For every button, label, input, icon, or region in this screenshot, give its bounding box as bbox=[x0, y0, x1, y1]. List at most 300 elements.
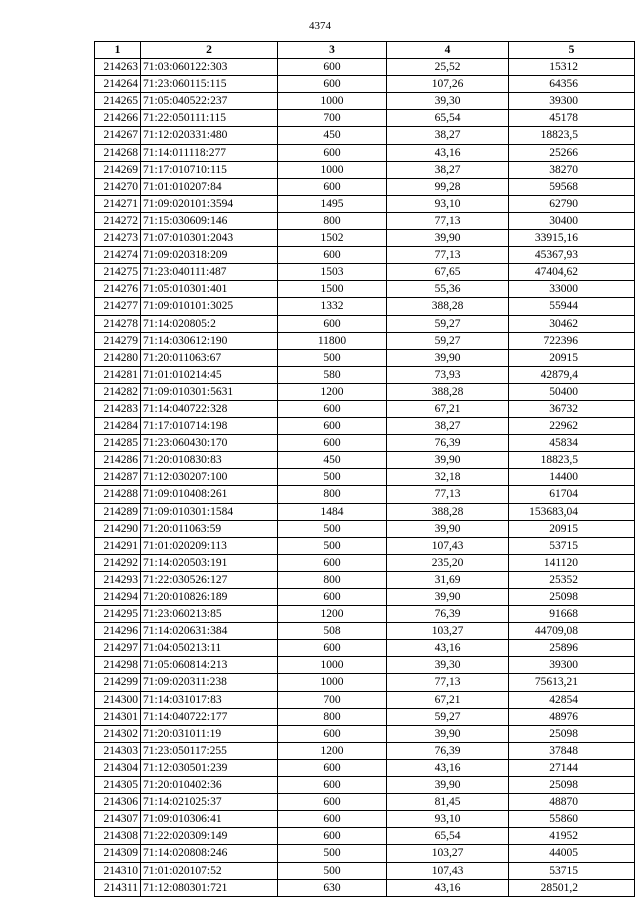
cadastral-number: 71:14:020503:191 bbox=[141, 554, 278, 571]
area-value: 1495 bbox=[278, 195, 387, 212]
rate-value: 77,13 bbox=[387, 674, 509, 691]
table-row bbox=[95, 777, 635, 794]
row-number: 214302 bbox=[95, 725, 141, 742]
amount-value: 55944 bbox=[509, 298, 635, 315]
rate-value: 39,90 bbox=[387, 589, 509, 606]
cadastral-number: 71:22:020309:149 bbox=[141, 828, 278, 845]
amount-value: 30400 bbox=[509, 212, 635, 229]
row-number: 214307 bbox=[95, 811, 141, 828]
area-value: 11800 bbox=[278, 332, 387, 349]
row-number: 214295 bbox=[95, 606, 141, 623]
rate-value: 38,27 bbox=[387, 127, 509, 144]
cadastral-number: 71:14:031017:83 bbox=[141, 691, 278, 708]
amount-value: 22962 bbox=[509, 418, 635, 435]
row-number: 214290 bbox=[95, 520, 141, 537]
table-row bbox=[95, 161, 635, 178]
table-row bbox=[95, 674, 635, 691]
table-row bbox=[95, 127, 635, 144]
row-number: 214285 bbox=[95, 435, 141, 452]
table-row bbox=[95, 93, 635, 110]
amount-value: 20915 bbox=[509, 349, 635, 366]
table-row bbox=[95, 828, 635, 845]
area-value: 1502 bbox=[278, 230, 387, 247]
row-number: 214277 bbox=[95, 298, 141, 315]
table-row bbox=[95, 554, 635, 571]
amount-value: 41952 bbox=[509, 828, 635, 845]
cadastral-number: 71:20:010826:189 bbox=[141, 589, 278, 606]
table-row bbox=[95, 623, 635, 640]
table-row bbox=[95, 76, 635, 93]
amount-value: 45178 bbox=[509, 110, 635, 127]
area-value: 1000 bbox=[278, 93, 387, 110]
amount-value: 33915,16 bbox=[509, 230, 635, 247]
row-number: 214264 bbox=[95, 76, 141, 93]
area-value: 500 bbox=[278, 862, 387, 879]
row-number: 214286 bbox=[95, 452, 141, 469]
row-number: 214275 bbox=[95, 264, 141, 281]
cadastral-number: 71:14:020808:246 bbox=[141, 845, 278, 862]
table-header-row bbox=[95, 42, 635, 59]
amount-value: 18823,5 bbox=[509, 127, 635, 144]
table-row bbox=[95, 794, 635, 811]
cadastral-number: 71:20:011063:67 bbox=[141, 349, 278, 366]
cadastral-number: 71:14:040722:328 bbox=[141, 400, 278, 417]
amount-value: 61704 bbox=[509, 486, 635, 503]
rate-value: 388,28 bbox=[387, 298, 509, 315]
amount-value: 59568 bbox=[509, 178, 635, 195]
table-row bbox=[95, 435, 635, 452]
cadastral-number: 71:09:020318:209 bbox=[141, 247, 278, 264]
rate-value: 32,18 bbox=[387, 469, 509, 486]
rate-value: 31,69 bbox=[387, 571, 509, 588]
table-row bbox=[95, 418, 635, 435]
rate-value: 39,30 bbox=[387, 657, 509, 674]
table-row bbox=[95, 298, 635, 315]
cadastral-number: 71:17:010714:198 bbox=[141, 418, 278, 435]
area-value: 1332 bbox=[278, 298, 387, 315]
area-value: 1500 bbox=[278, 281, 387, 298]
cadastral-number: 71:01:020107:52 bbox=[141, 862, 278, 879]
cadastral-number: 71:14:011118:277 bbox=[141, 144, 278, 161]
cadastral-number: 71:22:050111:115 bbox=[141, 110, 278, 127]
rate-value: 25,52 bbox=[387, 59, 509, 76]
amount-value: 25266 bbox=[509, 144, 635, 161]
amount-value: 64356 bbox=[509, 76, 635, 93]
area-value: 600 bbox=[278, 589, 387, 606]
cadastral-number: 71:01:010214:45 bbox=[141, 366, 278, 383]
area-value: 450 bbox=[278, 452, 387, 469]
table-row bbox=[95, 212, 635, 229]
rate-value: 77,13 bbox=[387, 486, 509, 503]
rate-value: 107,43 bbox=[387, 537, 509, 554]
row-number: 214291 bbox=[95, 537, 141, 554]
row-number: 214265 bbox=[95, 93, 141, 110]
area-value: 700 bbox=[278, 110, 387, 127]
row-number: 214270 bbox=[95, 178, 141, 195]
table-row bbox=[95, 247, 635, 264]
row-number: 214267 bbox=[95, 127, 141, 144]
rate-value: 39,90 bbox=[387, 777, 509, 794]
rate-value: 73,93 bbox=[387, 366, 509, 383]
area-value: 600 bbox=[278, 247, 387, 264]
row-number: 214303 bbox=[95, 742, 141, 759]
table-row bbox=[95, 400, 635, 417]
cadastral-number: 71:05:060814:213 bbox=[141, 657, 278, 674]
rate-value: 77,13 bbox=[387, 247, 509, 264]
rate-value: 76,39 bbox=[387, 435, 509, 452]
rate-value: 77,13 bbox=[387, 212, 509, 229]
table-row bbox=[95, 230, 635, 247]
rate-value: 38,27 bbox=[387, 161, 509, 178]
rate-value: 43,16 bbox=[387, 144, 509, 161]
row-number: 214281 bbox=[95, 366, 141, 383]
rate-value: 39,90 bbox=[387, 230, 509, 247]
table-row bbox=[95, 383, 635, 400]
table-row bbox=[95, 59, 635, 76]
area-value: 600 bbox=[278, 759, 387, 776]
area-value: 600 bbox=[278, 59, 387, 76]
cadastral-number: 71:05:040522:237 bbox=[141, 93, 278, 110]
cadastral-number: 71:20:011063:59 bbox=[141, 520, 278, 537]
column-header-2: 2 bbox=[141, 42, 278, 59]
table-row bbox=[95, 281, 635, 298]
cadastral-number: 71:14:030612:190 bbox=[141, 332, 278, 349]
area-value: 600 bbox=[278, 315, 387, 332]
table-row bbox=[95, 811, 635, 828]
row-number: 214305 bbox=[95, 777, 141, 794]
table-row bbox=[95, 759, 635, 776]
table-row bbox=[95, 708, 635, 725]
rate-value: 388,28 bbox=[387, 383, 509, 400]
row-number: 214304 bbox=[95, 759, 141, 776]
rate-value: 39,30 bbox=[387, 93, 509, 110]
table-row bbox=[95, 571, 635, 588]
page-number: 4374 bbox=[309, 20, 331, 32]
table-row bbox=[95, 264, 635, 281]
table-row bbox=[95, 691, 635, 708]
area-value: 1200 bbox=[278, 606, 387, 623]
rate-value: 99,28 bbox=[387, 178, 509, 195]
cadastral-number: 71:23:060115:115 bbox=[141, 76, 278, 93]
rate-value: 388,28 bbox=[387, 503, 509, 520]
column-header-3: 3 bbox=[278, 42, 387, 59]
row-number: 214266 bbox=[95, 110, 141, 127]
area-value: 500 bbox=[278, 349, 387, 366]
amount-value: 722396 bbox=[509, 332, 635, 349]
cadastral-number: 71:20:010830:83 bbox=[141, 452, 278, 469]
area-value: 1503 bbox=[278, 264, 387, 281]
rate-value: 65,54 bbox=[387, 110, 509, 127]
area-value: 1000 bbox=[278, 657, 387, 674]
rate-value: 67,21 bbox=[387, 691, 509, 708]
table-row bbox=[95, 315, 635, 332]
area-value: 600 bbox=[278, 554, 387, 571]
row-number: 214278 bbox=[95, 315, 141, 332]
amount-value: 153683,04 bbox=[509, 503, 635, 520]
cadastral-number: 71:09:010306:41 bbox=[141, 811, 278, 828]
cadastral-number: 71:01:020209:113 bbox=[141, 537, 278, 554]
data-table bbox=[94, 41, 635, 897]
row-number: 214280 bbox=[95, 349, 141, 366]
amount-value: 25098 bbox=[509, 725, 635, 742]
table-row bbox=[95, 725, 635, 742]
rate-value: 107,26 bbox=[387, 76, 509, 93]
cadastral-number: 71:09:020101:3594 bbox=[141, 195, 278, 212]
rate-value: 39,90 bbox=[387, 452, 509, 469]
table-row bbox=[95, 520, 635, 537]
row-number: 214272 bbox=[95, 212, 141, 229]
area-value: 1000 bbox=[278, 161, 387, 178]
row-number: 214292 bbox=[95, 554, 141, 571]
rate-value: 67,21 bbox=[387, 400, 509, 417]
amount-value: 42879,4 bbox=[509, 366, 635, 383]
amount-value: 91668 bbox=[509, 606, 635, 623]
cadastral-number: 71:23:050117:255 bbox=[141, 742, 278, 759]
row-number: 214284 bbox=[95, 418, 141, 435]
cadastral-number: 71:09:010301:5631 bbox=[141, 383, 278, 400]
rate-value: 235,20 bbox=[387, 554, 509, 571]
table-row bbox=[95, 879, 635, 896]
row-number: 214269 bbox=[95, 161, 141, 178]
area-value: 600 bbox=[278, 400, 387, 417]
area-value: 600 bbox=[278, 811, 387, 828]
cadastral-number: 71:15:030609:146 bbox=[141, 212, 278, 229]
column-header-1: 1 bbox=[95, 42, 141, 59]
area-value: 600 bbox=[278, 418, 387, 435]
rate-value: 39,90 bbox=[387, 349, 509, 366]
amount-value: 55860 bbox=[509, 811, 635, 828]
column-header-4: 4 bbox=[387, 42, 509, 59]
cadastral-number: 71:05:010301:401 bbox=[141, 281, 278, 298]
area-value: 1000 bbox=[278, 674, 387, 691]
row-number: 214294 bbox=[95, 589, 141, 606]
rate-value: 81,45 bbox=[387, 794, 509, 811]
amount-value: 39300 bbox=[509, 93, 635, 110]
amount-value: 62790 bbox=[509, 195, 635, 212]
rate-value: 43,16 bbox=[387, 759, 509, 776]
area-value: 600 bbox=[278, 435, 387, 452]
area-value: 1484 bbox=[278, 503, 387, 520]
cadastral-number: 71:09:020311:238 bbox=[141, 674, 278, 691]
amount-value: 45367,93 bbox=[509, 247, 635, 264]
amount-value: 53715 bbox=[509, 862, 635, 879]
table-row bbox=[95, 366, 635, 383]
rate-value: 103,27 bbox=[387, 623, 509, 640]
table-row bbox=[95, 486, 635, 503]
table-row bbox=[95, 452, 635, 469]
area-value: 600 bbox=[278, 794, 387, 811]
rate-value: 76,39 bbox=[387, 742, 509, 759]
cadastral-number: 71:17:010710:115 bbox=[141, 161, 278, 178]
cadastral-number: 71:01:010207:84 bbox=[141, 178, 278, 195]
row-number: 214287 bbox=[95, 469, 141, 486]
amount-value: 47404,62 bbox=[509, 264, 635, 281]
table-row bbox=[95, 349, 635, 366]
amount-value: 25352 bbox=[509, 571, 635, 588]
amount-value: 18823,5 bbox=[509, 452, 635, 469]
cadastral-number: 71:12:020331:480 bbox=[141, 127, 278, 144]
amount-value: 27144 bbox=[509, 759, 635, 776]
table-row bbox=[95, 640, 635, 657]
area-value: 800 bbox=[278, 212, 387, 229]
rate-value: 93,10 bbox=[387, 811, 509, 828]
amount-value: 45834 bbox=[509, 435, 635, 452]
area-value: 500 bbox=[278, 469, 387, 486]
amount-value: 44709,08 bbox=[509, 623, 635, 640]
table-row bbox=[95, 606, 635, 623]
table-row bbox=[95, 110, 635, 127]
amount-value: 53715 bbox=[509, 537, 635, 554]
area-value: 600 bbox=[278, 178, 387, 195]
area-value: 508 bbox=[278, 623, 387, 640]
cadastral-number: 71:14:020631:384 bbox=[141, 623, 278, 640]
row-number: 214273 bbox=[95, 230, 141, 247]
row-number: 214289 bbox=[95, 503, 141, 520]
column-header-5: 5 bbox=[509, 42, 635, 59]
amount-value: 33000 bbox=[509, 281, 635, 298]
amount-value: 48870 bbox=[509, 794, 635, 811]
amount-value: 48976 bbox=[509, 708, 635, 725]
rate-value: 38,27 bbox=[387, 418, 509, 435]
row-number: 214297 bbox=[95, 640, 141, 657]
rate-value: 59,27 bbox=[387, 315, 509, 332]
rate-value: 43,16 bbox=[387, 879, 509, 896]
rate-value: 39,90 bbox=[387, 725, 509, 742]
row-number: 214300 bbox=[95, 691, 141, 708]
row-number: 214306 bbox=[95, 794, 141, 811]
amount-value: 141120 bbox=[509, 554, 635, 571]
cadastral-number: 71:09:010301:1584 bbox=[141, 503, 278, 520]
rate-value: 76,39 bbox=[387, 606, 509, 623]
rate-value: 67,65 bbox=[387, 264, 509, 281]
row-number: 214283 bbox=[95, 400, 141, 417]
cadastral-number: 71:20:010402:36 bbox=[141, 777, 278, 794]
row-number: 214296 bbox=[95, 623, 141, 640]
row-number: 214271 bbox=[95, 195, 141, 212]
row-number: 214268 bbox=[95, 144, 141, 161]
table-row bbox=[95, 503, 635, 520]
cadastral-number: 71:07:010301:2043 bbox=[141, 230, 278, 247]
amount-value: 50400 bbox=[509, 383, 635, 400]
cadastral-number: 71:14:021025:37 bbox=[141, 794, 278, 811]
cadastral-number: 71:09:010408:261 bbox=[141, 486, 278, 503]
area-value: 800 bbox=[278, 708, 387, 725]
rate-value: 93,10 bbox=[387, 195, 509, 212]
amount-value: 39300 bbox=[509, 657, 635, 674]
row-number: 214298 bbox=[95, 657, 141, 674]
area-value: 450 bbox=[278, 127, 387, 144]
area-value: 700 bbox=[278, 691, 387, 708]
cadastral-number: 71:12:080301:721 bbox=[141, 879, 278, 896]
row-number: 214310 bbox=[95, 862, 141, 879]
area-value: 600 bbox=[278, 76, 387, 93]
row-number: 214301 bbox=[95, 708, 141, 725]
cadastral-number: 71:23:040111:487 bbox=[141, 264, 278, 281]
table-row bbox=[95, 862, 635, 879]
cadastral-number: 71:14:020805:2 bbox=[141, 315, 278, 332]
amount-value: 28501,2 bbox=[509, 879, 635, 896]
rate-value: 59,27 bbox=[387, 332, 509, 349]
cadastral-number: 71:23:060430:170 bbox=[141, 435, 278, 452]
amount-value: 25098 bbox=[509, 777, 635, 794]
area-value: 630 bbox=[278, 879, 387, 896]
row-number: 214311 bbox=[95, 879, 141, 896]
cadastral-number: 71:20:031011:19 bbox=[141, 725, 278, 742]
amount-value: 44005 bbox=[509, 845, 635, 862]
amount-value: 37848 bbox=[509, 742, 635, 759]
amount-value: 20915 bbox=[509, 520, 635, 537]
table-row bbox=[95, 742, 635, 759]
cadastral-number: 71:04:050213:11 bbox=[141, 640, 278, 657]
area-value: 500 bbox=[278, 537, 387, 554]
area-value: 600 bbox=[278, 144, 387, 161]
area-value: 580 bbox=[278, 366, 387, 383]
cadastral-number: 71:03:060122:303 bbox=[141, 59, 278, 76]
rate-value: 107,43 bbox=[387, 862, 509, 879]
table-body bbox=[95, 59, 635, 897]
amount-value: 38270 bbox=[509, 161, 635, 178]
area-value: 500 bbox=[278, 845, 387, 862]
row-number: 214308 bbox=[95, 828, 141, 845]
table-row bbox=[95, 589, 635, 606]
row-number: 214279 bbox=[95, 332, 141, 349]
cadastral-number: 71:09:010101:3025 bbox=[141, 298, 278, 315]
amount-value: 75613,21 bbox=[509, 674, 635, 691]
amount-value: 15312 bbox=[509, 59, 635, 76]
rate-value: 59,27 bbox=[387, 708, 509, 725]
area-value: 600 bbox=[278, 725, 387, 742]
cadastral-number: 71:12:030207:100 bbox=[141, 469, 278, 486]
row-number: 214276 bbox=[95, 281, 141, 298]
cadastral-number: 71:23:060213:85 bbox=[141, 606, 278, 623]
area-value: 1200 bbox=[278, 742, 387, 759]
cadastral-number: 71:14:040722:177 bbox=[141, 708, 278, 725]
table-row bbox=[95, 657, 635, 674]
amount-value: 36732 bbox=[509, 400, 635, 417]
amount-value: 42854 bbox=[509, 691, 635, 708]
area-value: 800 bbox=[278, 486, 387, 503]
table-row bbox=[95, 845, 635, 862]
row-number: 214274 bbox=[95, 247, 141, 264]
rate-value: 103,27 bbox=[387, 845, 509, 862]
table-row bbox=[95, 537, 635, 554]
rate-value: 43,16 bbox=[387, 640, 509, 657]
rate-value: 55,36 bbox=[387, 281, 509, 298]
row-number: 214293 bbox=[95, 571, 141, 588]
table-row bbox=[95, 144, 635, 161]
row-number: 214299 bbox=[95, 674, 141, 691]
cadastral-number: 71:22:030526:127 bbox=[141, 571, 278, 588]
area-value: 500 bbox=[278, 520, 387, 537]
rate-value: 39,90 bbox=[387, 520, 509, 537]
table-row bbox=[95, 178, 635, 195]
row-number: 214282 bbox=[95, 383, 141, 400]
area-value: 600 bbox=[278, 777, 387, 794]
area-value: 600 bbox=[278, 640, 387, 657]
row-number: 214309 bbox=[95, 845, 141, 862]
amount-value: 30462 bbox=[509, 315, 635, 332]
amount-value: 14400 bbox=[509, 469, 635, 486]
table-row bbox=[95, 332, 635, 349]
cadastral-number: 71:12:030501:239 bbox=[141, 759, 278, 776]
row-number: 214288 bbox=[95, 486, 141, 503]
area-value: 800 bbox=[278, 571, 387, 588]
area-value: 1200 bbox=[278, 383, 387, 400]
rate-value: 65,54 bbox=[387, 828, 509, 845]
area-value: 600 bbox=[278, 828, 387, 845]
amount-value: 25896 bbox=[509, 640, 635, 657]
row-number: 214263 bbox=[95, 59, 141, 76]
